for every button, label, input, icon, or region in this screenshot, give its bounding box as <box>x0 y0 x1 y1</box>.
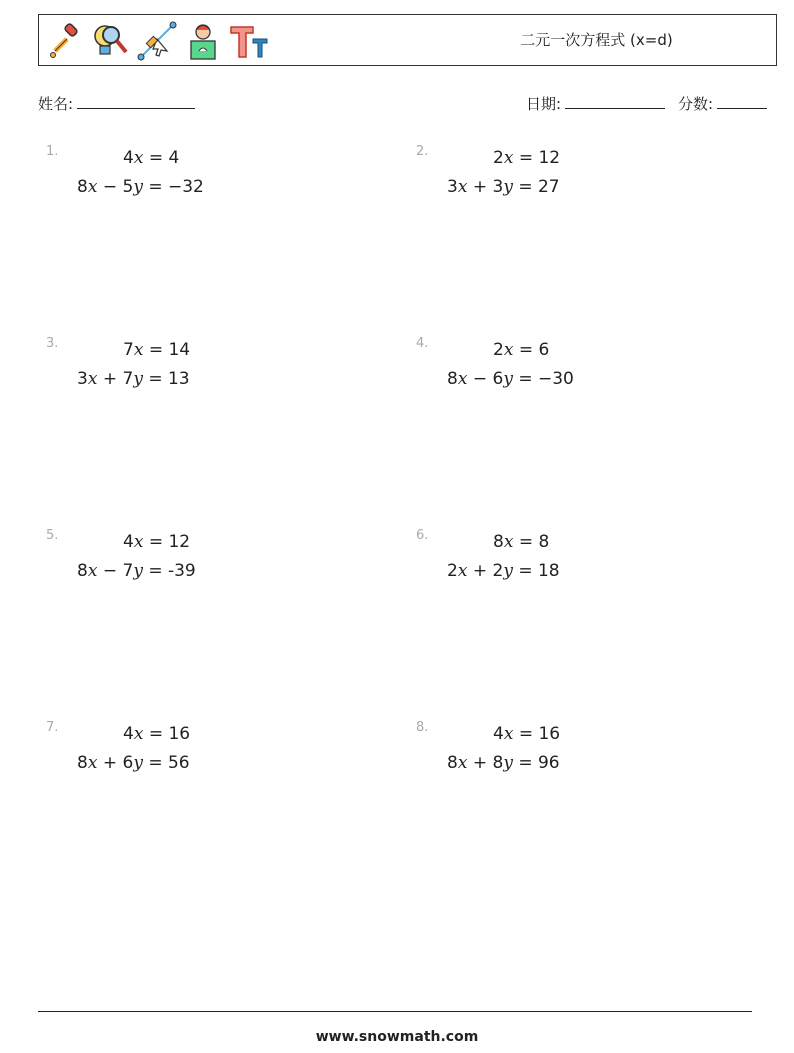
variable-x: x <box>503 532 514 552</box>
equation-2 <box>447 177 560 197</box>
coefficient: 4 <box>123 148 134 168</box>
variable-x: x <box>457 177 468 197</box>
footer-url: www.snowmath.com <box>315 1029 479 1045</box>
worksheet-title: 二元一次方程式 (x=d) <box>520 31 673 49</box>
coefficient: 8 <box>492 753 504 773</box>
coefficient: 3 <box>492 177 504 197</box>
equation-2 <box>77 561 196 581</box>
equation-1 <box>123 340 190 360</box>
variable-x: x <box>503 724 514 744</box>
equals-result: = 27 <box>512 177 560 197</box>
equals-result: = -39 <box>142 561 196 581</box>
coefficient: 6 <box>492 369 504 389</box>
problem-item <box>416 720 746 800</box>
problem-item <box>416 336 746 416</box>
coefficient: 8 <box>447 369 458 389</box>
pointer-icon <box>137 21 177 61</box>
header-box <box>38 14 777 66</box>
problem-item <box>46 144 376 224</box>
variable-y: y <box>133 753 143 773</box>
equation-1 <box>493 724 560 744</box>
variable-y: y <box>503 177 513 197</box>
variable-x: x <box>133 532 144 552</box>
variable-x: x <box>457 369 468 389</box>
coefficient: 5 <box>122 177 134 197</box>
problem-item <box>46 720 376 800</box>
name-field <box>38 93 195 114</box>
variable-y: y <box>503 561 513 581</box>
variable-x: x <box>457 753 468 773</box>
coefficient: 3 <box>447 177 458 197</box>
equation-2 <box>447 369 574 389</box>
variable-y: y <box>133 177 143 197</box>
operator: − <box>97 561 123 581</box>
problem-item <box>416 528 746 608</box>
coefficient: 2 <box>493 340 504 360</box>
equals-result: = −32 <box>142 177 204 197</box>
date-label: 日期: <box>526 95 562 113</box>
problem-number: 7. <box>46 720 59 735</box>
equals-result: = 8 <box>513 532 550 552</box>
variable-x: x <box>87 753 98 773</box>
equals-result: = 12 <box>143 532 191 552</box>
coefficient: 8 <box>77 177 88 197</box>
equals-result: = 56 <box>142 753 190 773</box>
coefficient: 6 <box>122 753 134 773</box>
equals-result: = 4 <box>143 148 180 168</box>
problem-number: 5. <box>46 528 59 543</box>
coefficient: 8 <box>77 753 88 773</box>
operator: − <box>467 369 493 389</box>
equation-1 <box>493 340 549 360</box>
equation-1 <box>123 532 190 552</box>
coefficient: 8 <box>493 532 504 552</box>
idea-search-icon <box>91 21 131 61</box>
color-picker-icon <box>45 21 85 61</box>
problem-item <box>46 336 376 416</box>
operator: − <box>97 177 123 197</box>
equals-result: = 96 <box>512 753 560 773</box>
variable-x: x <box>503 148 514 168</box>
operator: + <box>467 561 493 581</box>
score-label: 分数: <box>678 95 714 113</box>
operator: + <box>467 177 493 197</box>
variable-x: x <box>133 148 144 168</box>
coefficient: 7 <box>123 340 134 360</box>
problem-item <box>46 528 376 608</box>
variable-y: y <box>133 561 143 581</box>
name-label: 姓名: <box>38 95 74 113</box>
equals-result: = 13 <box>142 369 190 389</box>
coefficient: 2 <box>492 561 504 581</box>
variable-x: x <box>457 561 468 581</box>
coefficient: 8 <box>77 561 88 581</box>
coefficient: 8 <box>447 753 458 773</box>
equation-2 <box>77 753 190 773</box>
equals-result: = 16 <box>513 724 561 744</box>
coefficient: 4 <box>123 724 134 744</box>
teacher-icon <box>183 21 223 61</box>
equation-2 <box>447 561 560 581</box>
equals-result: = 14 <box>143 340 191 360</box>
equation-2 <box>77 369 190 389</box>
variable-x: x <box>87 177 98 197</box>
equation-2 <box>447 753 560 773</box>
date-field <box>526 93 665 114</box>
date-blank <box>565 94 665 109</box>
coefficient: 7 <box>122 561 134 581</box>
variable-x: x <box>133 340 144 360</box>
icon-strip <box>45 21 269 61</box>
coefficient: 3 <box>77 369 88 389</box>
variable-y: y <box>133 369 143 389</box>
equation-1 <box>493 148 560 168</box>
problem-item <box>416 144 746 224</box>
equals-result: = 6 <box>513 340 550 360</box>
score-field <box>678 93 767 114</box>
name-blank <box>77 94 195 109</box>
variable-x: x <box>503 340 514 360</box>
coefficient: 7 <box>122 369 134 389</box>
operator: + <box>467 753 493 773</box>
coefficient: 2 <box>493 148 504 168</box>
equals-result: = 12 <box>513 148 561 168</box>
equation-2 <box>77 177 204 197</box>
variable-y: y <box>503 369 513 389</box>
equals-result: = 18 <box>512 561 560 581</box>
problem-number: 1. <box>46 144 59 159</box>
coefficient: 2 <box>447 561 458 581</box>
problem-number: 3. <box>46 336 59 351</box>
variable-x: x <box>133 724 144 744</box>
problem-number: 2. <box>416 144 429 159</box>
variable-x: x <box>87 561 98 581</box>
operator: + <box>97 753 123 773</box>
problem-number: 6. <box>416 528 429 543</box>
coefficient: 4 <box>493 724 504 744</box>
equals-result: = 16 <box>143 724 191 744</box>
equation-1 <box>493 532 549 552</box>
variable-y: y <box>503 753 513 773</box>
score-blank <box>717 94 767 109</box>
coefficient: 4 <box>123 532 134 552</box>
equation-1 <box>123 148 179 168</box>
text-size-icon <box>229 21 269 61</box>
variable-x: x <box>87 369 98 389</box>
operator: + <box>97 369 123 389</box>
footer-divider <box>38 1011 752 1012</box>
problem-number: 4. <box>416 336 429 351</box>
equals-result: = −30 <box>512 369 574 389</box>
equation-1 <box>123 724 190 744</box>
problem-number: 8. <box>416 720 429 735</box>
